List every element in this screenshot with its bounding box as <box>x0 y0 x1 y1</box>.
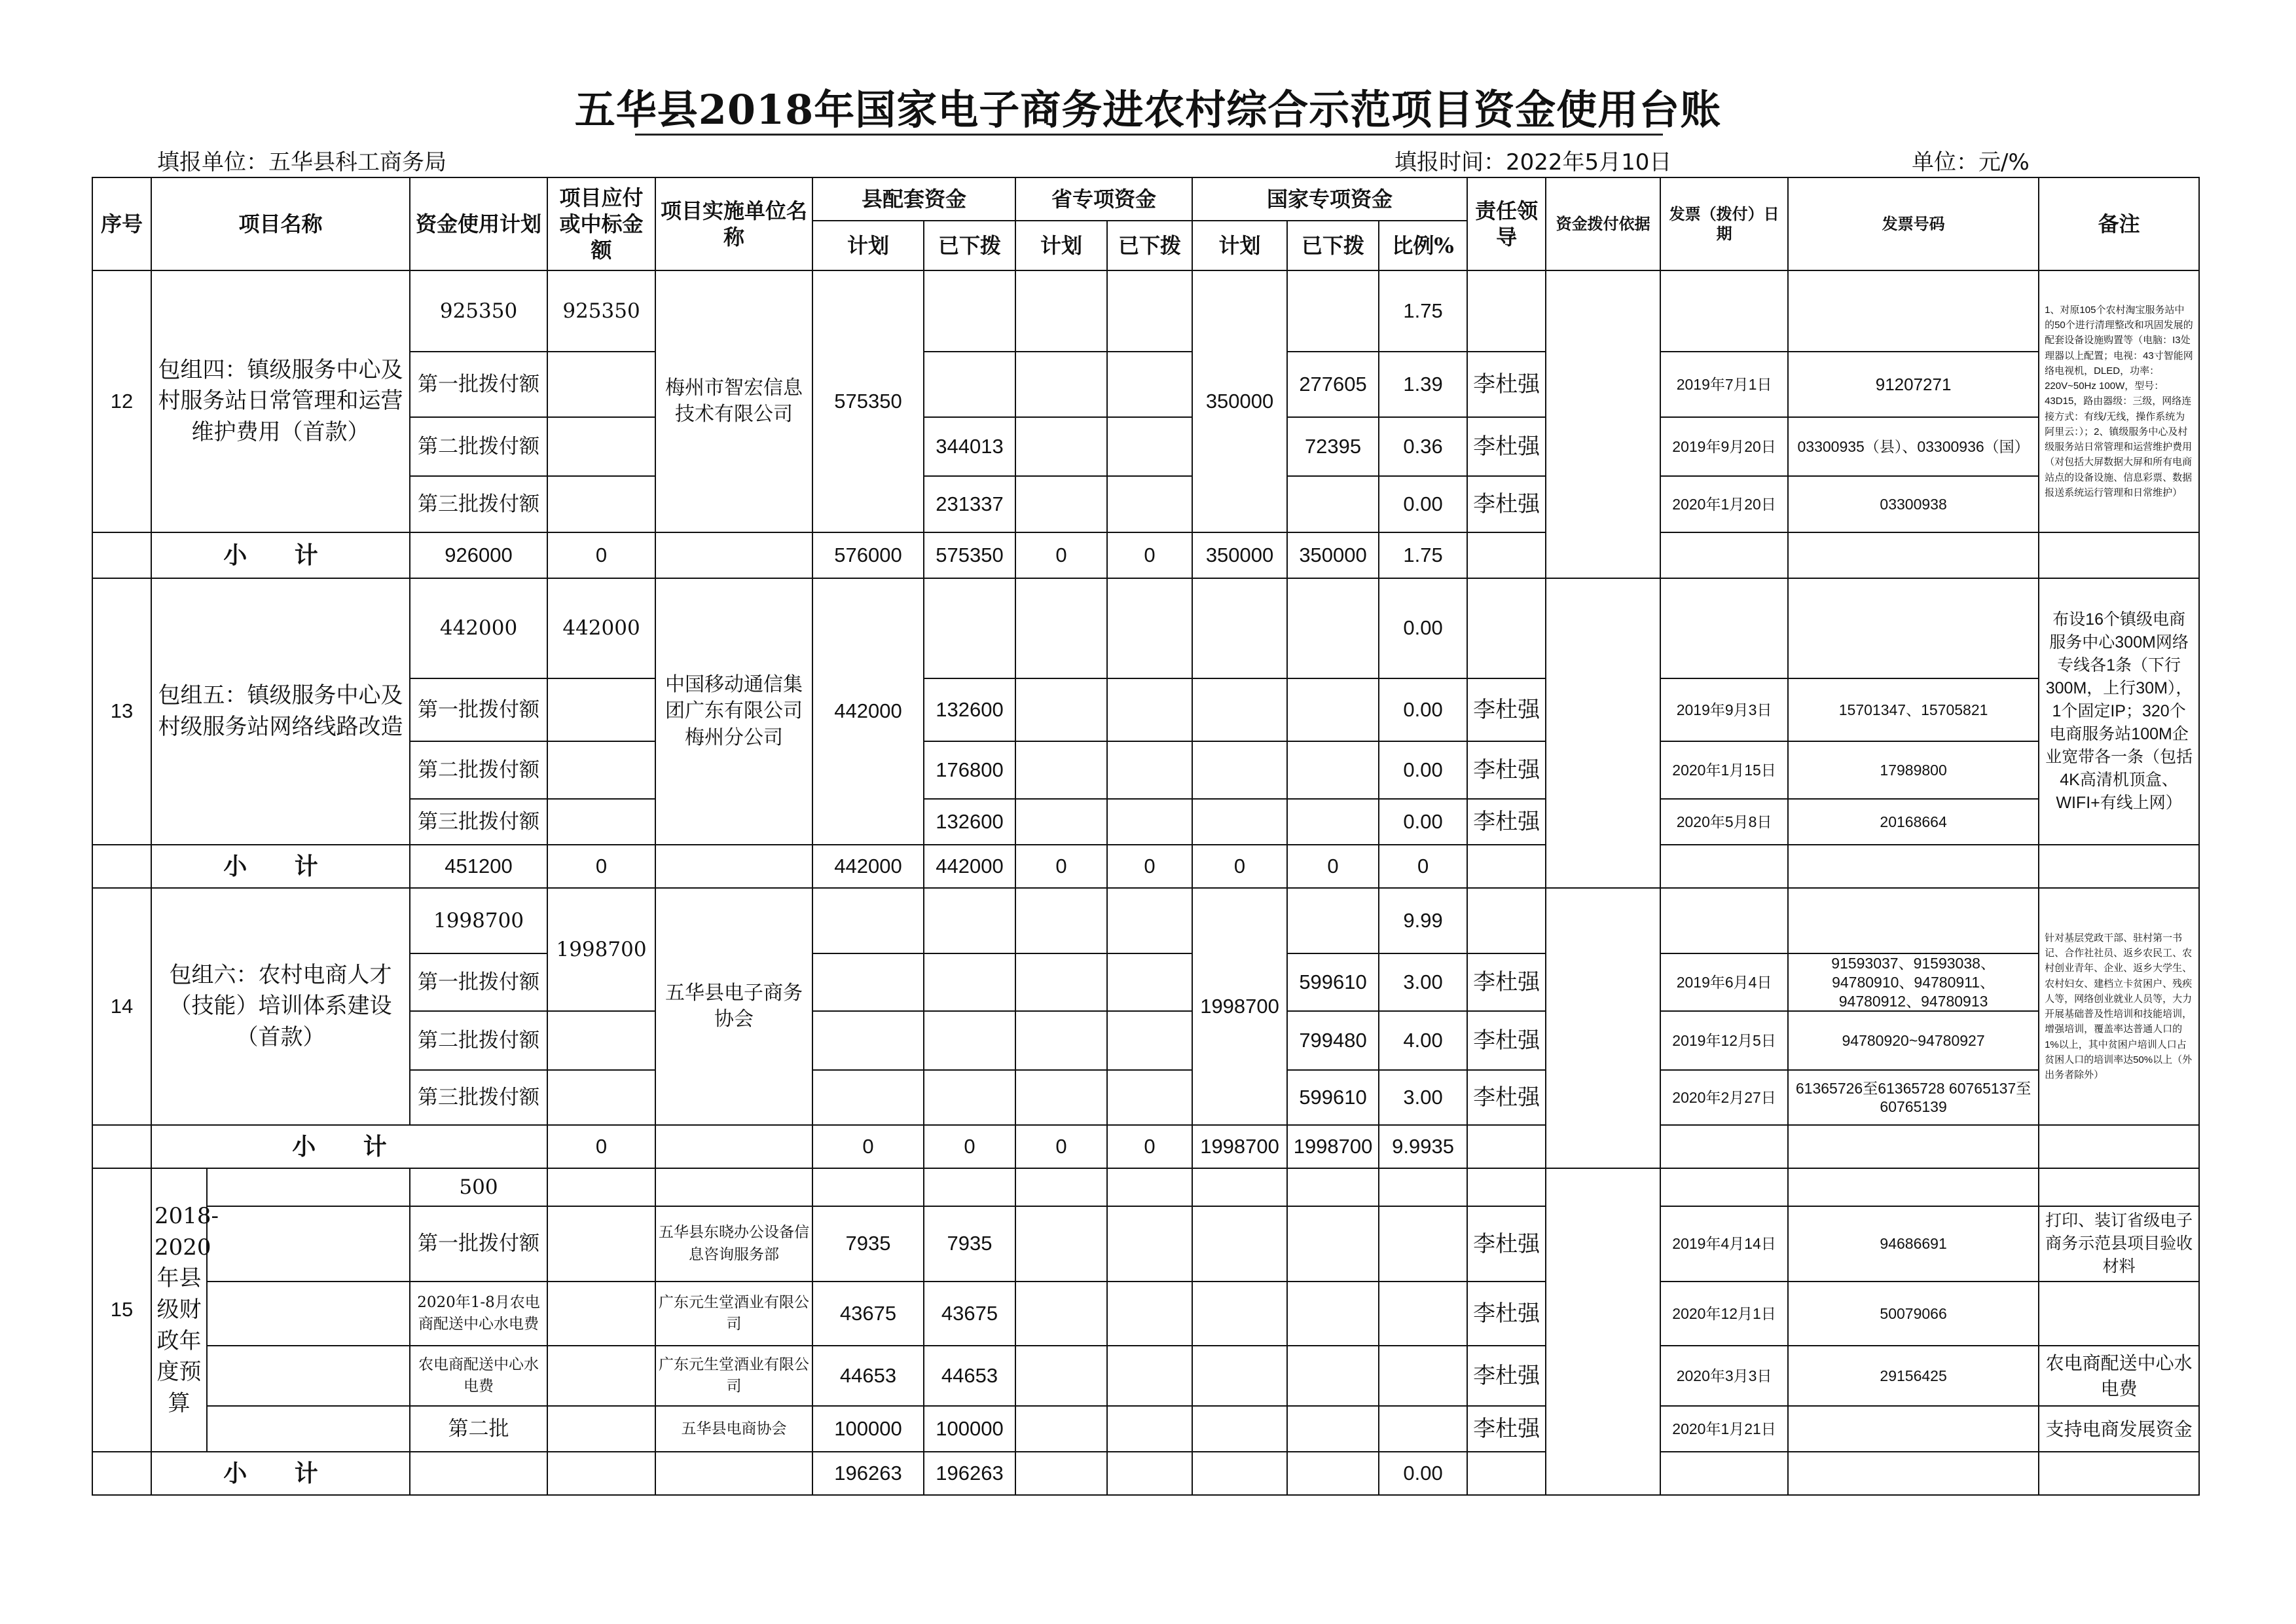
county-plan: 44653 <box>812 1346 924 1406</box>
invoice-date: 2020年3月3日 <box>1660 1346 1788 1406</box>
batch-label: 第一批拨付额 <box>410 953 547 1011</box>
invoice-date: 2020年1月15日 <box>1660 741 1788 799</box>
impl-unit: 五华县电商协会 <box>655 1406 812 1452</box>
header-national-plan: 计划 <box>1192 221 1287 270</box>
header-national-ratio: 比例% <box>1379 221 1467 270</box>
subtotal-county-plan: 0 <box>812 1125 924 1168</box>
table-row <box>92 270 2199 352</box>
header-county-paid: 已下拨 <box>924 221 1015 270</box>
subtotal-county-paid: 0 <box>924 1125 1015 1168</box>
responsible-lead: 李杜强 <box>1467 476 1546 532</box>
national-paid: 799480 <box>1287 1011 1379 1070</box>
responsible-lead: 李杜强 <box>1467 678 1546 741</box>
national-ratio: 1.75 <box>1379 270 1467 352</box>
plan-amount: 第一批拨付额 <box>410 1206 547 1282</box>
project-name: 包组五：镇级服务中心及村级服务站网络线路改造 <box>151 578 410 845</box>
remark: 农电商配送中心水电费 <box>2039 1346 2199 1406</box>
invoice-date: 2019年4月14日 <box>1660 1206 1788 1282</box>
responsible-lead: 李杜强 <box>1467 352 1546 417</box>
invoice-date: 2019年9月20日 <box>1660 417 1788 476</box>
subtotal-province-paid: 0 <box>1107 532 1192 578</box>
table-row <box>92 888 2199 953</box>
subtotal-label: 小 计 <box>151 532 410 578</box>
county-paid: 43675 <box>924 1282 1015 1346</box>
impl-unit: 中国移动通信集团广东有限公司梅州分公司 <box>655 578 812 845</box>
subtotal-plan: 451200 <box>410 845 547 888</box>
table-row <box>92 578 2199 678</box>
national-ratio: 9.99 <box>1379 888 1467 953</box>
batch-label: 第二批拨付额 <box>410 417 547 476</box>
invoice-number: 61365726至61365728 60765137至60765139 <box>1788 1070 2039 1125</box>
row-seq: 12 <box>92 270 151 532</box>
bid-amount: 925350 <box>547 270 655 352</box>
header-name: 项目名称 <box>151 177 410 270</box>
table-row <box>92 1346 2199 1406</box>
table-row <box>92 1168 2199 1206</box>
subtotal-label: 小 计 <box>151 1452 410 1495</box>
impl-unit: 梅州市智宏信息技术有限公司 <box>655 270 812 532</box>
county-paid: 132600 <box>924 799 1015 845</box>
county-plan: 7935 <box>812 1206 924 1282</box>
remark: 1、对原105个农村淘宝服务站中的50个进行清理整改和巩固发展的配套设备设施购置等（电脑：I3处理器以上配置；电视：43寸智能网络电视机，DLED，功率：220V~50Hz 100W，型号：43D15，路由器级：三级，网络连接方式：有线/无线，操作系统为阿里云：）；2、镇级服务中心及村级服务站日常管理和运营维护费用（对包括大屏数据大屏和所有电商站点的设备设施、信息彩票、数据报送系统运行管理和日常维护） <box>2039 270 2199 532</box>
currency-unit: 单位：元/% <box>1912 149 2030 175</box>
header-basis: 资金拨付依据 <box>1546 177 1660 270</box>
subtotal-national-plan: 350000 <box>1192 532 1287 578</box>
responsible-lead: 李杜强 <box>1467 1346 1546 1406</box>
header-county-plan: 计划 <box>812 221 924 270</box>
national-paid: 277605 <box>1287 352 1379 417</box>
subtotal-bid: 0 <box>547 532 655 578</box>
plan-amount: 第二批 <box>410 1406 547 1452</box>
subtotal-row <box>92 1452 2199 1495</box>
national-ratio: 0.00 <box>1379 678 1467 741</box>
national-ratio: 0.00 <box>1379 799 1467 845</box>
invoice-number: 20168664 <box>1788 799 2039 845</box>
batch-label: 第二批拨付额 <box>410 741 547 799</box>
county-paid: 100000 <box>924 1406 1015 1452</box>
impl-unit: 五华县电子商务协会 <box>655 888 812 1125</box>
header-lead: 责任领导 <box>1467 177 1546 270</box>
responsible-lead: 李杜强 <box>1467 1070 1546 1125</box>
national-paid: 599610 <box>1287 1070 1379 1125</box>
responsible-lead: 李杜强 <box>1467 1282 1546 1346</box>
subtotal-national-ratio: 1.75 <box>1379 532 1467 578</box>
impl-unit: 广东元生堂酒业有限公司 <box>655 1346 812 1406</box>
header-invoice-date: 发票（拨付）日期 <box>1660 177 1788 270</box>
plan-amount: 1998700 <box>410 888 547 953</box>
national-ratio: 0.00 <box>1379 741 1467 799</box>
subtotal-national-ratio: 9.9935 <box>1379 1125 1467 1168</box>
invoice-number: 94686691 <box>1788 1206 2039 1282</box>
national-plan: 350000 <box>1192 270 1287 532</box>
invoice-number: 94780920~94780927 <box>1788 1011 2039 1070</box>
header-seq: 序号 <box>92 177 151 270</box>
invoice-number: 03300935（县）、03300936（国） <box>1788 417 2039 476</box>
table-row <box>92 1206 2199 1282</box>
table-row <box>92 1406 2199 1452</box>
county-paid: 7935 <box>924 1206 1015 1282</box>
subtotal-county-plan: 442000 <box>812 845 924 888</box>
subtotal-label: 小 计 <box>151 1125 547 1168</box>
impl-unit: 五华县东晓办公设备信息咨询服务部 <box>655 1206 812 1282</box>
plan-amount: 442000 <box>410 578 547 678</box>
plan-amount: 农电商配送中心水电费 <box>410 1346 547 1406</box>
plan-amount: 2020年1-8月农电商配送中心水电费 <box>410 1282 547 1346</box>
invoice-date: 2020年1月20日 <box>1660 476 1788 532</box>
header-county-funds: 县配套资金 <box>812 177 1015 221</box>
national-ratio: 3.00 <box>1379 953 1467 1011</box>
national-ratio: 0.00 <box>1379 476 1467 532</box>
batch-label: 第三批拨付额 <box>410 476 547 532</box>
header-province-paid: 已下拨 <box>1107 221 1192 270</box>
header-national-funds: 国家专项资金 <box>1192 177 1467 221</box>
subtotal-province-plan: 0 <box>1015 1125 1107 1168</box>
impl-unit: 广东元生堂酒业有限公司 <box>655 1282 812 1346</box>
subtotal-county-paid: 575350 <box>924 532 1015 578</box>
plan-amount: 925350 <box>410 270 547 352</box>
invoice-number: 15701347、15705821 <box>1788 678 2039 741</box>
responsible-lead: 李杜强 <box>1467 1406 1546 1452</box>
invoice-number: 29156425 <box>1788 1346 2039 1406</box>
national-ratio: 3.00 <box>1379 1070 1467 1125</box>
ledger-table <box>92 177 2200 1496</box>
national-paid: 72395 <box>1287 417 1379 476</box>
invoice-date: 2020年12月1日 <box>1660 1282 1788 1346</box>
county-paid: 344013 <box>924 417 1015 476</box>
project-name: 2018-2020年县级财政年度预算 <box>151 1168 207 1452</box>
invoice-number: 91207271 <box>1788 352 2039 417</box>
county-paid: 231337 <box>924 476 1015 532</box>
subtotal-national-plan: 0 <box>1192 845 1287 888</box>
subtotal-national-ratio: 0 <box>1379 845 1467 888</box>
invoice-date: 2019年7月1日 <box>1660 352 1788 417</box>
remark: 布设16个镇级电商服务中心300M网络专线各1条（下行300M，上行30M），1个固定IP；320个电商服务站100M企业宽带各一条（包括4K高清机顶盒、WIFI+有线上网） <box>2039 578 2199 845</box>
county-plan: 43675 <box>812 1282 924 1346</box>
header-impl: 项目实施单位名称 <box>655 177 812 270</box>
header-row-1 <box>92 177 2199 221</box>
row-seq: 14 <box>92 888 151 1125</box>
report-unit: 填报单位：五华县科工商务局 <box>157 149 446 175</box>
plan-amount: 500 <box>410 1168 547 1206</box>
invoice-number: 91593037、91593038、94780910、94780911、94780912、94780913 <box>1788 953 2039 1011</box>
subtotal-national-plan: 1998700 <box>1192 1125 1287 1168</box>
project-name: 包组六：农村电商人才（技能）培训体系建设（首款） <box>151 888 410 1125</box>
subtotal-national-paid: 1998700 <box>1287 1125 1379 1168</box>
invoice-date: 2019年9月3日 <box>1660 678 1788 741</box>
page-title: 五华县2018年国家电子商务进农村综合示范项目资金使用台账 <box>574 86 1722 134</box>
responsible-lead: 李杜强 <box>1467 741 1546 799</box>
county-paid: 44653 <box>924 1346 1015 1406</box>
invoice-number: 03300938 <box>1788 476 2039 532</box>
national-ratio: 1.39 <box>1379 352 1467 417</box>
invoice-date: 2020年1月21日 <box>1660 1406 1788 1452</box>
responsible-lead: 李杜强 <box>1467 799 1546 845</box>
subtotal-province-paid: 0 <box>1107 845 1192 888</box>
subtotal-label: 小 计 <box>151 845 410 888</box>
subtotal-county-paid: 442000 <box>924 845 1015 888</box>
invoice-number: 17989800 <box>1788 741 2039 799</box>
subtotal-county-plan: 196263 <box>812 1452 924 1495</box>
subtotal-province-plan: 0 <box>1015 532 1107 578</box>
subtotal-national-ratio: 0.00 <box>1379 1452 1467 1495</box>
table-row <box>92 1282 2199 1346</box>
subtotal-national-paid: 0 <box>1287 845 1379 888</box>
header-plan: 资金使用计划 <box>410 177 547 270</box>
header-bid: 项目应付或中标金额 <box>547 177 655 270</box>
subtotal-national-paid: 350000 <box>1287 532 1379 578</box>
project-name: 包组四：镇级服务中心及村服务站日常管理和运营维护费用（首款） <box>151 270 410 532</box>
bid-amount: 442000 <box>547 578 655 678</box>
national-paid: 599610 <box>1287 953 1379 1011</box>
subtotal-province-plan: 0 <box>1015 845 1107 888</box>
county-paid: 132600 <box>924 678 1015 741</box>
subtotal-row <box>92 845 2199 888</box>
invoice-date: 2020年5月8日 <box>1660 799 1788 845</box>
subtotal-province-paid: 0 <box>1107 1125 1192 1168</box>
responsible-lead: 李杜强 <box>1467 417 1546 476</box>
responsible-lead: 李杜强 <box>1467 953 1546 1011</box>
subtotal-bid: 0 <box>547 845 655 888</box>
bid-amount: 1998700 <box>547 888 655 1011</box>
remark: 打印、装订省级电子商务示范县项目验收材料 <box>2039 1206 2199 1282</box>
subtotal-row <box>92 532 2199 578</box>
subtotal-row <box>92 1125 2199 1168</box>
batch-label: 第三批拨付额 <box>410 1070 547 1125</box>
batch-label: 第一批拨付额 <box>410 352 547 417</box>
report-date: 填报时间：2022年5月10日 <box>1394 149 1672 175</box>
remark: 针对基层党政干部、驻村第一书记、合作社社员、返乡农民工、农村创业青年、企业、返乡大学生、农村妇女、建档立卡贫困户、残疾人等，网络创业就业人员等，大力开展基础普及性培训和技能培训，增强培训，覆盖率达普通人口的1%以上，其中贫困户培训人口占贫困人口的培训率达50%以上（外出务者除外） <box>2039 888 2199 1125</box>
remark: 支持电商发展资金 <box>2039 1406 2199 1452</box>
county-paid: 176800 <box>924 741 1015 799</box>
subtotal-bid: 0 <box>547 1125 655 1168</box>
header-remark: 备注 <box>2039 177 2199 270</box>
batch-label: 第三批拨付额 <box>410 799 547 845</box>
header-invoice-number: 发票号码 <box>1788 177 2039 270</box>
subtotal-county-paid: 196263 <box>924 1452 1015 1495</box>
responsible-lead: 李杜强 <box>1467 1206 1546 1282</box>
title-underline <box>635 134 1663 136</box>
national-plan: 1998700 <box>1192 888 1287 1125</box>
row-seq: 15 <box>92 1168 151 1452</box>
responsible-lead: 李杜强 <box>1467 1011 1546 1070</box>
header-national-paid: 已下拨 <box>1287 221 1379 270</box>
batch-label: 第一批拨付额 <box>410 678 547 741</box>
batch-label: 第二批拨付额 <box>410 1011 547 1070</box>
county-plan: 575350 <box>812 270 924 532</box>
invoice-number: 50079066 <box>1788 1282 2039 1346</box>
invoice-date: 2020年2月27日 <box>1660 1070 1788 1125</box>
county-plan: 100000 <box>812 1406 924 1452</box>
national-ratio: 4.00 <box>1379 1011 1467 1070</box>
invoice-date: 2019年6月4日 <box>1660 953 1788 1011</box>
subtotal-county-plan: 576000 <box>812 532 924 578</box>
invoice-date: 2019年12月5日 <box>1660 1011 1788 1070</box>
national-ratio: 0.36 <box>1379 417 1467 476</box>
county-plan: 442000 <box>812 578 924 845</box>
header-province-plan: 计划 <box>1015 221 1107 270</box>
national-ratio: 0.00 <box>1379 578 1467 678</box>
header-province-funds: 省专项资金 <box>1015 177 1192 221</box>
subtotal-plan: 926000 <box>410 532 547 578</box>
row-seq: 13 <box>92 578 151 845</box>
